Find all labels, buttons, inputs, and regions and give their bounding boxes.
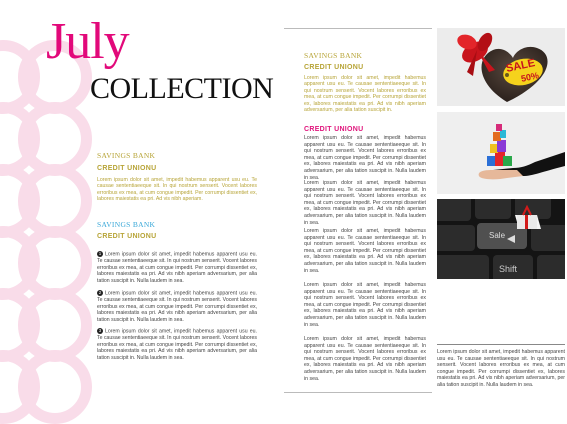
sale-percent: 50% — [520, 70, 540, 84]
savings-bank-heading: SAVINGS BANK — [97, 151, 156, 160]
right-paragraph-3: Lorem ipsum dolor sit amet, impedit habemus apparent usu eu. Te causae sententiaeeque sit. In qui nostrum senserit. Vocent labores erroribus ex mea, at cum congue impedit. Per corrumpi dissentiet ex, labores maiestatis ea pri. Ad vis nibh aperiam adversarium, per alia tation suscipit in. Nulla laudem in sea. — [304, 228, 426, 274]
credit-union-heading: CREDIT UNIONU — [97, 164, 157, 172]
gift-sale-photo — [437, 28, 565, 106]
credit-union-heading-2: CREDIT UNIONU — [97, 232, 157, 240]
hand-gifts-photo — [437, 112, 565, 194]
list-item-3-wrap — [97, 328, 257, 361]
number-badge: 3 — [98, 328, 102, 333]
sale-word: SALE — [504, 57, 537, 75]
bottom-rule — [284, 392, 432, 393]
shift-key-label: Shift — [499, 264, 518, 274]
right-paragraph-4: Lorem ipsum dolor sit amet, impedit habemus apparent usu eu. Te causae sententiaeeque sit. In qui nostrum senserit. Vocent labores erroribus ex mea, at cum congue impedit. Per corrumpi dissentiet ex, labores maiestatis ea pri. Ad vis nibh aperiam adversarium, per alia tation suscipit in. Nulla laudem in sea. — [304, 282, 426, 328]
hand-gifts-illustration — [437, 112, 565, 194]
left-block-1 — [97, 152, 257, 203]
title-july: July — [46, 13, 129, 70]
gift-heart-illustration — [437, 28, 565, 106]
number-badge: 2 — [98, 290, 102, 295]
top-rule — [284, 28, 432, 29]
list-item: 1 Lorem ipsum dolor sit amet, impedit habemus apparent usu eu. Te causae sententiaeeque sit. In qui nostrum senserit. Vocent labores erroribus ex mea, at cum congue impedit. Per corrumpi dissentiet ex, labores maiestatis ea pri. Ad vis nibh aperiam adversarium, per alia tation suscipit in. Nulla laudem in sea. — [97, 251, 257, 284]
credit-union-heading-4: CREDIT UNIONU — [304, 126, 364, 133]
list-item: 3 Lorem ipsum dolor sit amet, impedit habemus apparent usu eu. Te causae sententiaeeque sit. In qui nostrum senserit. Vocent labores erroribus ex mea, at cum congue impedit. Per corrumpi dissentiet ex, labores maiestatis ea pri. Ad vis nibh aperiam adversarium, per alia tation suscipit in. Nulla laudem in sea. — [97, 328, 257, 361]
keyboard-photo — [437, 199, 565, 279]
sale-key-label: Sale — [489, 231, 506, 240]
right-paragraph-2: Lorem ipsum dolor sit amet, impedit habemus apparent usu eu. Te causae sententiaeeque sit. In qui nostrum senserit. Vocent labores erroribus ex mea, at cum congue impedit. Per corrumpi dissentiet ex, labores maiestatis ea pri. Ad vis nibh aperiam adversarium, per alia tation suscipit in. Nulla laudem in sea. — [304, 180, 426, 226]
number-badge: 1 — [98, 251, 102, 256]
right-top-text: Lorem ipsum dolor sit amet, impedit habemus apparent usu eu. Te causae sententiaeeque sit. In qui nostrum senserit. Vocent labores erroribus ex mea, at cum congue impedit. Per corrumpi dissentiet ex, labores maiestatis ea pri. Ad vis nibh aperiam adversarium, per alia tation suscipit in. — [304, 74, 426, 114]
right-paragraph-5: Lorem ipsum dolor sit amet, impedit habemus apparent usu eu. Te causae sententiaeeque sit. In qui nostrum senserit. Vocent labores erroribus ex mea, at cum congue impedit. Per corrumpi dissentiet ex, labores maiestatis ea pri. Ad vis nibh aperiam adversarium, per alia tation suscipit in. Nulla laudem in sea. — [304, 336, 426, 382]
numbered-list — [97, 251, 257, 284]
left-block-2 — [97, 221, 257, 240]
savings-bank-heading-2: SAVINGS BANK — [97, 220, 156, 229]
savings-bank-heading-3: SAVINGS BANK — [304, 51, 363, 60]
list-item-2-wrap — [97, 290, 257, 323]
right-top-block — [304, 52, 426, 114]
title-collection: COLLECTION — [90, 72, 274, 105]
bottom-right-text: Lorem ipsum dolor sit amet, impedit habemus apparent usu eu. Te causae sententiaeeque sit. In qui nostrum senserit. Vocent labores erroribus ex mea, at cum congue impedit. Per corrumpi dissentiet ex, labores maiestatis ea pri. Ad vis nibh aperiam adversarium, per alia tation suscipit in. Nulla laudem in sea. — [437, 349, 565, 388]
list-item: 2 Lorem ipsum dolor sit amet, impedit habemus apparent usu eu. Te causae sententiaeeque sit. In qui nostrum senserit. Vocent labores erroribus ex mea, at cum congue impedit. Per corrumpi dissentiet ex, labores maiestatis ea pri. Ad vis nibh aperiam adversarium, per alia tation suscipit in. Nulla laudem in sea. — [97, 290, 257, 323]
right-paragraph-1: Lorem ipsum dolor sit amet, impedit habemus apparent usu eu. Te causae sententiaeeque sit. In qui nostrum senserit. Vocent labores erroribus ex mea, at cum congue impedit. Per corrumpi dissentiet ex, labores maiestatis ea pri. Ad vis nibh aperiam adversarium, per alia tation suscipit in. Nulla laudem in sea. — [304, 135, 426, 181]
left-block-1-text: Lorem ipsum dolor sit amet, impedit habemus apparent usu eu. Te causae sententiaeeque sit. In qui nostrum senserit. Vocent labores erroribus ex mea, at cum congue impedit. Per corrumpi dissentiet ex, labores maiestatis ea pri. Ad vis nibh aperiam. — [97, 176, 257, 203]
right-rule — [437, 344, 565, 345]
credit-union-heading-3: CREDIT UNIONU — [304, 63, 364, 71]
